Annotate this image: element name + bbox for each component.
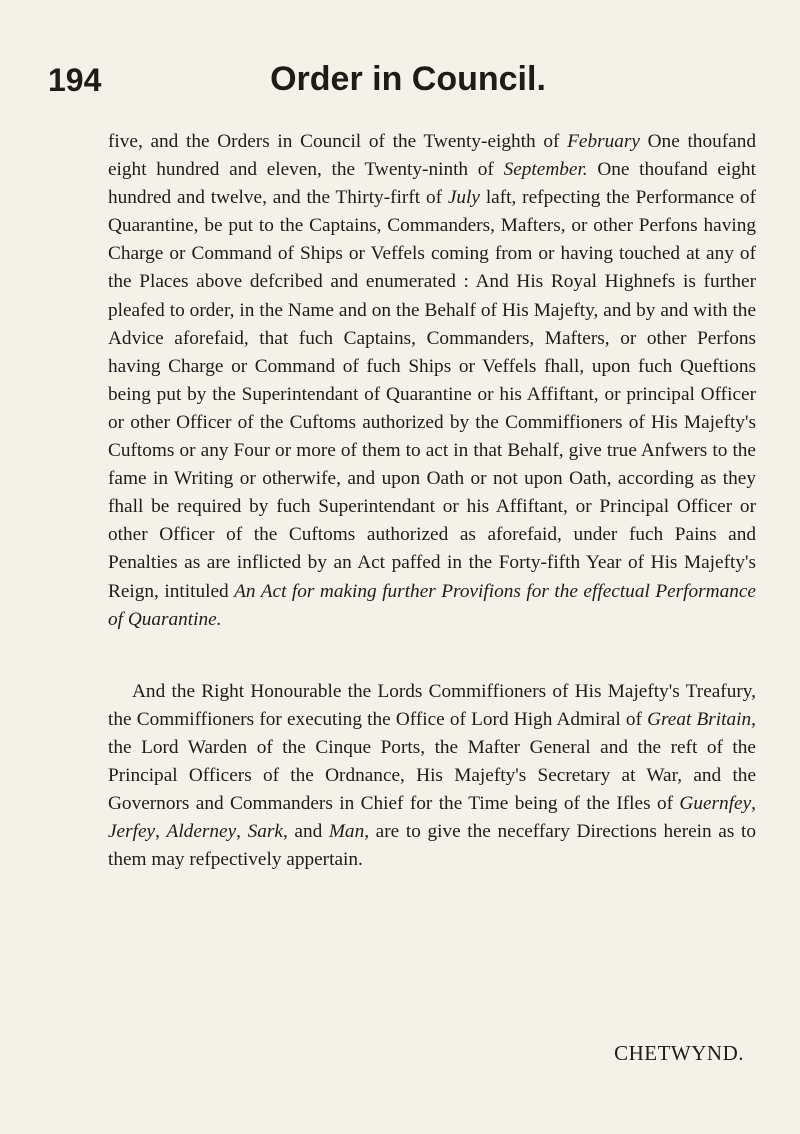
text-run: , and [282,821,329,843]
body-text [108,128,756,874]
text-run: And the Right Honourable the Lords Commiffioners of His Majefty's Treafury, the Commiffioners for executing the Office of Lord High Admiral of [108,680,756,730]
italic-run: Sark [247,821,283,843]
text-run: five, and the Orders in Council of the Twenty-eighth of [108,131,568,152]
italic-run: February [567,131,640,152]
text-run: , the Lord Warden of the Cinque Ports, the Mafter General and the reft of the Principal Officers of the Ordnance, His Majefty's Secretary at War, and the Governors and Commanders in Chief for the Time being of the Ifles of [108,708,756,815]
page-header [48,60,768,104]
text-run: , [236,821,248,843]
running-title: Order in Council. [270,60,546,98]
italic-run: Great Britain [647,708,752,730]
signature: CHETWYND. [614,1041,744,1065]
italic-run: September. [503,159,588,181]
text-run: , are to give the neceffary Directions herein as to them may refpectively appertain. [108,821,756,871]
text-run: , [751,793,756,815]
page-number: 194 [48,62,102,98]
italic-run: July [447,187,480,209]
text-run: , [155,821,167,843]
paragraph-1 [108,128,756,634]
italic-run: Man [328,821,365,843]
italic-run: Jerfey [108,821,156,843]
italic-run: Guernfey [679,793,752,815]
text-run: One thoufand eight hundred and twelve, and the Thirty-firft of [108,159,756,209]
paragraph-2 [108,678,756,875]
italic-run: Alderney [166,821,237,843]
text-run: laft, refpecting the Performance of Quarantine, be put to the Captains, Commanders, Mafters, or other Perfons having Charge or Command of Ships or Veffels coming from or having touched at any of the Places above defcribed and enumerated : And His Royal Highnefs is further pleafed to order, in the Name and on the Behalf of His Majefty, and by and with the Advice aforefaid, that fuch Captains, Commanders, Mafters, or other Perfons having Charge or Command of fuch Ships or Veffels fhall, upon fuch Queftions being put by the Superintendant of Quarantine or his Affiftant, or principal Officer or other Officer of the Cuftoms authorized by the Commiffioners of His Majefty's Cuftoms or any Four or more of them to act in that Behalf, give true Anfwers to the fame in Writing or otherwife, and upon Oath or not upon Oath, according as they fhall be required by fuch Superintendant or his Affiftant, or Principal Officer or other Officer of the Cuftoms authorized as aforefaid, under fuch Pains and Penalties as are inflicted by an Act paffed in the Forty-fifth Year of His Majefty's Reign, intituled [108,187,756,602]
text-run: One thoufand eight hundred and eleven, the Twenty-ninth of [108,131,756,181]
act-title: An Act for making further Provifions for the effectual Performance of Quarantine. [108,580,756,630]
